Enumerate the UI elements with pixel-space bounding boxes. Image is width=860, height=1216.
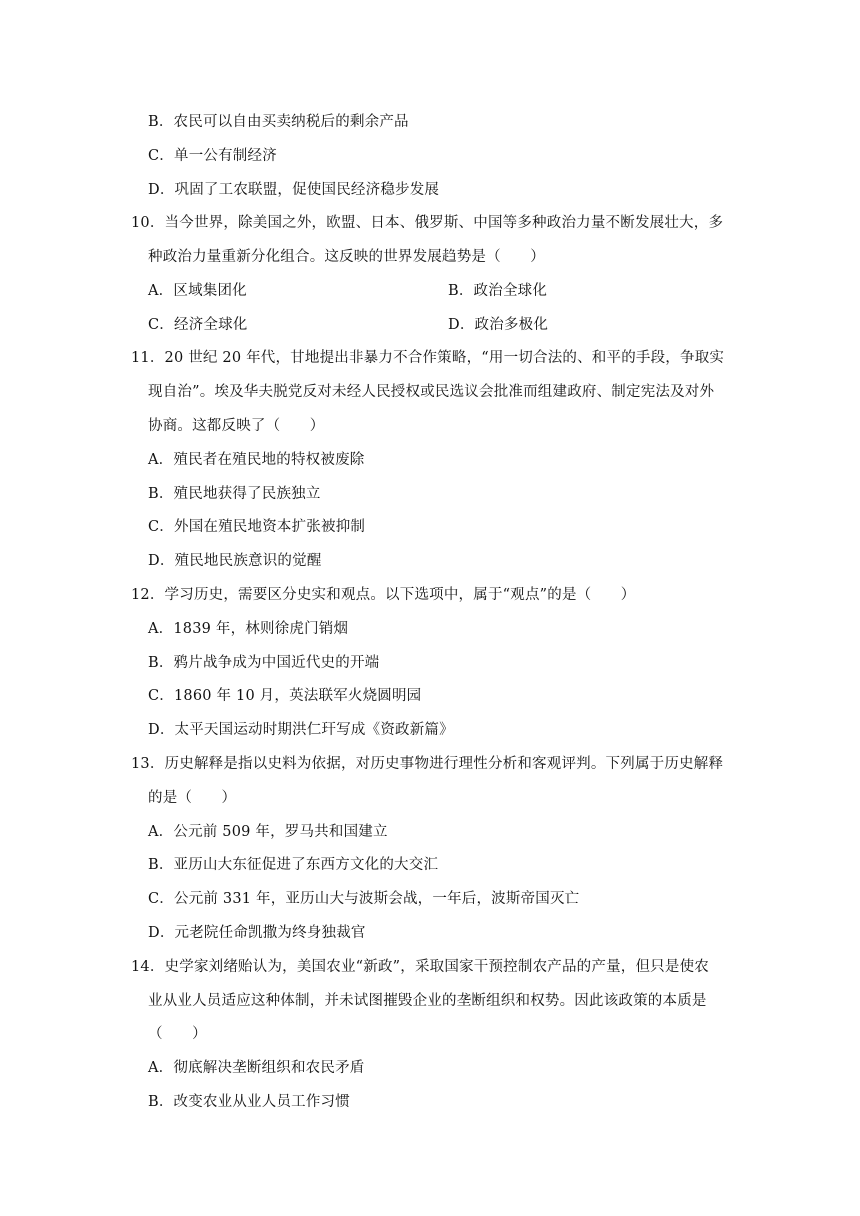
q11-stem-line3: 协商。这都反映了（ ） (148, 418, 325, 434)
q14-stem-line1: 14．史学家刘绪贻认为，美国农业“新政”，采取国家干预控制农产品的产量，但只是使农 (131, 959, 709, 975)
q13-option-c: C．公元前 331 年，亚历山大与波斯会战，一年后，波斯帝国灭亡 (148, 891, 580, 907)
q10-option-d: D．政治多极化 (448, 317, 549, 333)
q12-option-a: A．1839 年，林则徐虎门销烟 (148, 621, 349, 637)
q10-stem-line2: 种政治力量重新分化组合。这反映的世界发展趋势是（ ） (148, 249, 545, 265)
q11-option-d: D．殖民地民族意识的觉醒 (148, 553, 322, 569)
q13-option-a: A．公元前 509 年，罗马共和国建立 (148, 824, 388, 840)
q10-option-a: A．区域集团化 (148, 283, 247, 299)
q13-stem-line1: 13．历史解释是指以史料为依据，对历史事物进行理性分析和客观评判。下列属于历史解释 (131, 756, 724, 772)
q13-stem-line2: 的是（ ） (148, 790, 237, 806)
q12-option-c: C．1860 年 10 月，英法联军火烧圆明园 (148, 688, 422, 704)
q12-option-d: D．太平天国运动时期洪仁玕写成《资政新篇》 (148, 722, 454, 738)
q10-option-b: B．政治全球化 (448, 283, 548, 299)
q14-option-b: B．改变农业从业人员工作习惯 (148, 1094, 350, 1110)
q9-option-d: D．巩固了工农联盟，促使国民经济稳步发展 (148, 182, 440, 198)
q12-option-b: B．鸦片战争成为中国近代史的开端 (148, 655, 380, 671)
q11-stem-line2: 现自治”。埃及华夫脱党反对未经人民授权或民选议会批准而组建政府、制定宪法及对外 (148, 384, 715, 400)
q11-option-b: B．殖民地获得了民族独立 (148, 486, 321, 502)
q12-stem-line1: 12．学习历史，需要区分史实和观点。以下选项中，属于“观点”的是（ ） (131, 587, 636, 603)
q11-option-c: C．外国在殖民地资本扩张被抑制 (148, 519, 366, 535)
q13-option-d: D．元老院任命凯撒为终身独裁官 (148, 925, 366, 941)
q11-option-a: A．殖民者在殖民地的特权被废除 (148, 452, 365, 468)
q9-option-c: C．单一公有制经济 (148, 148, 277, 164)
q11-stem-line1: 11．20 世纪 20 年代，甘地提出非暴力不合作策略，“用一切合法的、和平的手段，争取实 (131, 350, 725, 366)
q14-stem-line2: 业从业人员适应这种体制，并未试图摧毁企业的垄断组织和权势。因此该政策的本质是 (148, 993, 707, 1009)
q10-stem-line1: 10．当今世界，除美国之外，欧盟、日本、俄罗斯、中国等多种政治力量不断发展壮大，多 (131, 215, 724, 231)
q9-option-b: B．农民可以自由买卖纳税后的剩余产品 (148, 114, 409, 130)
q14-stem-line3: （ ） (148, 1026, 207, 1042)
q13-option-b: B．亚历山大东征促进了东西方文化的大交汇 (148, 857, 439, 873)
q10-option-c: C．经济全球化 (148, 317, 248, 333)
q14-option-a: A．彻底解决垄断组织和农民矛盾 (148, 1060, 365, 1076)
